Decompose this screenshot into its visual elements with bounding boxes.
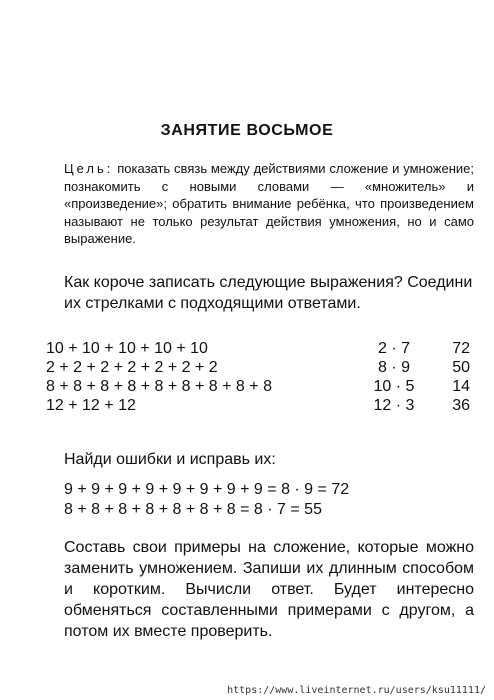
equation-line: 9 + 9 + 9 + 9 + 9 + 9 + 9 + 9 = 8 · 9 = 72 — [64, 481, 350, 498]
answer-value: 14 — [452, 378, 470, 395]
task1-question: Как короче записать следующие выражения? Соедини их стрелками с подходящими ответами. — [64, 274, 473, 312]
product-expression: 8 · 9 — [377, 359, 410, 376]
task2-question: Найди ошибки и исправь их: — [64, 451, 276, 468]
product-expression: 10 · 5 — [373, 378, 415, 395]
expression-row — [46, 378, 486, 397]
expression-row — [46, 359, 486, 378]
equation-line: 8 + 8 + 8 + 8 + 8 + 8 + 8 = 8 · 7 = 55 — [64, 501, 322, 518]
task2-equations — [64, 481, 349, 521]
answer-value: 36 — [452, 397, 470, 414]
product-expression: 12 · 3 — [373, 397, 415, 414]
source-url: https://www.liveinternet.ru/users/ksu11111/ — [227, 685, 486, 696]
lesson-title: ЗАНЯТИЕ ВОСЬМОЕ — [160, 122, 334, 139]
task1-expressions — [46, 340, 486, 416]
sum-expression: 10 + 10 + 10 + 10 + 10 — [46, 340, 208, 357]
sum-expression: 2 + 2 + 2 + 2 + 2 + 2 + 2 — [46, 359, 218, 376]
sum-expression: 8 + 8 + 8 + 8 + 8 + 8 + 8 + 8 + 8 — [46, 378, 272, 395]
goal-lead: Цель: — [64, 161, 114, 176]
product-expression: 2 · 7 — [377, 340, 410, 357]
answer-value: 72 — [452, 340, 470, 357]
task3-text: Составь свои примеры на сложение, которые можно заменить умножением. Запиши их длинным способом и коротким. Вычисли ответ. Будет интересно обменяться составленными примерами с другом, а потом их вместе проверить. — [64, 539, 474, 640]
expression-row — [46, 397, 486, 416]
expression-row — [46, 340, 486, 359]
sum-expression: 12 + 12 + 12 — [46, 397, 136, 414]
goal-text: показать связь между действиями сложение и умножение; познакомить с новыми словами — «множитель» и «произведение»; обратить внимание ребёнка, что произведением называют не только результат действия умножения, но и само выражение. — [64, 161, 474, 246]
answer-value: 50 — [452, 359, 470, 376]
lesson-goal — [64, 160, 474, 248]
